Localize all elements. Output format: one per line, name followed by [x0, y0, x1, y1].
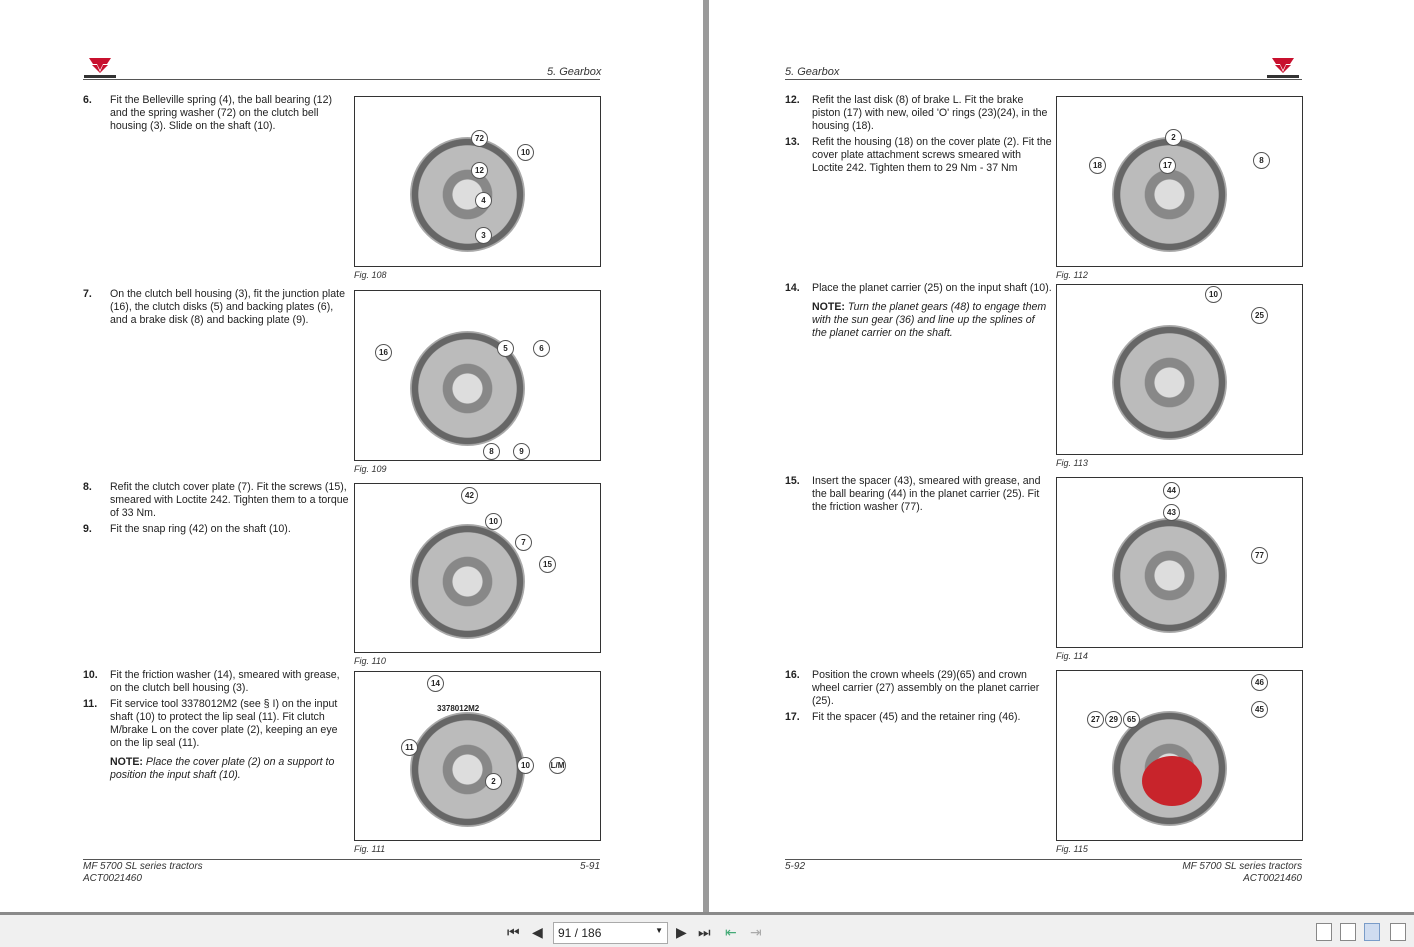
callout-label: 10 [517, 144, 534, 161]
callout-label: 25 [1251, 307, 1268, 324]
step-number: 17. [785, 711, 800, 723]
step-number: 8. [83, 481, 92, 493]
part-illustration [1112, 518, 1227, 633]
figure-image [354, 290, 601, 461]
part-illustration [410, 524, 525, 639]
figure-caption: Fig. 108 [354, 270, 387, 280]
continuous-view-icon[interactable] [1340, 923, 1356, 941]
callout-label: 72 [471, 130, 488, 147]
massey-ferguson-logo [1266, 56, 1300, 80]
note-text: Place the cover plate (2) on a support to position the input shaft (10). [110, 756, 335, 781]
step-text: Fit the snap ring (42) on the shaft (10). [110, 523, 291, 535]
footer-title: MF 5700 SL series tractors [83, 861, 203, 872]
prev-page-icon[interactable]: ◀ [532, 924, 543, 940]
callout-label: 43 [1163, 504, 1180, 521]
step-number: 11. [83, 698, 98, 710]
part-illustration [1112, 325, 1227, 440]
figure-image [354, 483, 601, 653]
step-text: Fit service tool 3378012M2 (see § I) on the input shaft (10) to protect the lip seal (11). Fit clutch M/brake L on the cover plate (2), keeping an eye on the lip seal (11). [110, 698, 338, 749]
facing-view-icon[interactable] [1364, 923, 1380, 941]
red-carrier [1142, 756, 1202, 806]
figure-caption: Fig. 113 [1056, 458, 1088, 468]
step-number: 16. [785, 669, 800, 681]
section-title: 5. Gearbox [785, 66, 840, 78]
step-text: Refit the housing (18) on the cover plate (2). Fit the cover plate attachment screws smeared with Loctite 242. Tighten them to 29 Nm - 37 Nm [812, 136, 1052, 174]
callout-label: 2 [485, 773, 502, 790]
callout-label: 9 [513, 443, 530, 460]
instruction-group [785, 282, 1052, 343]
callout-label: L/M [549, 757, 566, 774]
chevron-down-icon[interactable]: ▼ [655, 926, 663, 935]
callout-label: 8 [1253, 152, 1270, 169]
header-rule [785, 79, 1302, 80]
instruction-step [83, 698, 350, 782]
step-text: Refit the clutch cover plate (7). Fit the screws (15), smeared with Loctite 242. Tighten them to a torque of 33 Nm. [110, 481, 349, 519]
header-rule [83, 79, 600, 80]
instruction-group [785, 669, 1052, 727]
instruction-step [83, 288, 350, 327]
instruction-group [83, 481, 350, 539]
callout-label: 44 [1163, 482, 1180, 499]
instruction-step [785, 669, 1052, 708]
left-page [0, 0, 703, 912]
page-number: 5-92 [785, 861, 806, 872]
callout-label: 10 [485, 513, 502, 530]
figure-image [1056, 284, 1303, 455]
last-page-icon[interactable]: ⏭ [698, 924, 711, 940]
callout-label: 5 [497, 340, 514, 357]
figure-image [1056, 96, 1303, 267]
callout-label: 65 [1123, 711, 1140, 728]
figure-caption: Fig. 114 [1056, 651, 1088, 661]
step-note [110, 756, 350, 782]
figure-caption: Fig. 112 [1056, 270, 1088, 280]
go-back-icon[interactable]: ⇤ [725, 924, 737, 940]
page-value: 91 / 186 [558, 926, 602, 940]
callout-label: 77 [1251, 547, 1268, 564]
figure-image [354, 96, 601, 267]
massey-ferguson-logo [83, 56, 117, 80]
callout-label: 11 [401, 739, 418, 756]
step-number: 6. [83, 94, 92, 106]
part-illustration [1112, 137, 1227, 252]
instruction-group [83, 288, 350, 330]
instruction-step [785, 94, 1052, 133]
callout-label: 15 [539, 556, 556, 573]
tool-label: 3378012M2 [437, 704, 480, 713]
footer-rule [83, 859, 600, 860]
callout-label: 18 [1089, 157, 1106, 174]
callout-label: 16 [375, 344, 392, 361]
callout-label: 7 [515, 534, 532, 551]
step-text: Position the crown wheels (29)(65) and crown wheel carrier (27) assembly on the planet carrier (25). [812, 669, 1040, 707]
note-label: NOTE: [110, 756, 143, 768]
footer-code: ACT0021460 [83, 873, 142, 884]
step-text: Fit the Belleville spring (4), the ball bearing (12) and the spring washer (72) on the clutch bell housing (3). Slide on the shaft (10). [110, 94, 332, 132]
page-number: 5-91 [579, 861, 600, 872]
step-text: Fit the friction washer (14), smeared with grease, on the clutch bell housing (3). [110, 669, 340, 694]
callout-label: 14 [427, 675, 444, 692]
instruction-group [785, 94, 1052, 178]
step-note [812, 301, 1052, 340]
part-illustration [410, 137, 525, 252]
callout-label: 10 [1205, 286, 1222, 303]
footer-code: ACT0021460 [1243, 873, 1302, 884]
single-page-view-icon[interactable] [1316, 923, 1332, 941]
figure-caption: Fig. 115 [1056, 844, 1088, 854]
callout-label: 45 [1251, 701, 1268, 718]
step-number: 15. [785, 475, 800, 487]
step-number: 13. [785, 136, 800, 148]
part-illustration [410, 712, 525, 827]
instruction-group [83, 669, 350, 785]
step-text: Fit the spacer (45) and the retainer ring (46). [812, 711, 1021, 723]
section-title: 5. Gearbox [547, 66, 602, 78]
pdf-toolbar [0, 912, 1414, 947]
instruction-group [83, 94, 350, 136]
instruction-step [785, 136, 1052, 175]
instruction-step [83, 669, 350, 695]
callout-label: 29 [1105, 711, 1122, 728]
callout-label: 6 [533, 340, 550, 357]
callout-label: 8 [483, 443, 500, 460]
step-text: On the clutch bell housing (3), fit the junction plate (16), the clutch disks (5) and backing plates (6), and a brake disk (8) and backing plate (9). [110, 288, 345, 326]
instruction-step [785, 475, 1052, 514]
step-number: 14. [785, 282, 800, 294]
instruction-step [785, 711, 1052, 724]
step-number: 10. [83, 669, 98, 681]
callout-label: 17 [1159, 157, 1176, 174]
go-forward-icon[interactable]: ⇥ [750, 924, 762, 940]
footer-title: MF 5700 SL series tractors [1182, 861, 1302, 872]
instruction-step [785, 282, 1052, 340]
instruction-step [83, 523, 350, 536]
note-label: NOTE: [812, 301, 845, 313]
note-text: Turn the planet gears (48) to engage them with the sun gear (36) and line up the splines of the planet carrier on the shaft. [812, 301, 1047, 339]
right-page [709, 0, 1414, 912]
callout-label: 27 [1087, 711, 1104, 728]
step-text: Insert the spacer (43), smeared with grease, and the ball bearing (44) in the planet carrier (25). Fit the friction washer (77). [812, 475, 1041, 513]
step-number: 7. [83, 288, 92, 300]
callout-label: 3 [475, 227, 492, 244]
step-number: 12. [785, 94, 800, 106]
callout-label: 12 [471, 162, 488, 179]
callout-label: 2 [1165, 129, 1182, 146]
next-page-icon[interactable]: ▶ [676, 924, 687, 940]
step-text: Refit the last disk (8) of brake L. Fit the brake piston (17) with new, oiled 'O' rings (23)(24), in the housing (18). [812, 94, 1048, 132]
figure-caption: Fig. 110 [354, 656, 386, 666]
instruction-step [83, 481, 350, 520]
callout-label: 42 [461, 487, 478, 504]
footer-rule [785, 859, 1302, 860]
continuous-facing-view-icon[interactable] [1390, 923, 1406, 941]
instruction-group [785, 475, 1052, 517]
instruction-step [83, 94, 350, 133]
figure-image [354, 671, 601, 841]
first-page-icon[interactable]: ⏮ [507, 924, 520, 940]
step-text: Place the planet carrier (25) on the input shaft (10). [812, 282, 1052, 294]
page-number-input[interactable] [553, 922, 668, 944]
callout-label: 4 [475, 192, 492, 209]
figure-caption: Fig. 111 [354, 844, 386, 854]
callout-label: 46 [1251, 674, 1268, 691]
figure-caption: Fig. 109 [354, 464, 387, 474]
step-number: 9. [83, 523, 92, 535]
figure-image [1056, 670, 1303, 841]
figure-image [1056, 477, 1303, 648]
callout-label: 10 [517, 757, 534, 774]
